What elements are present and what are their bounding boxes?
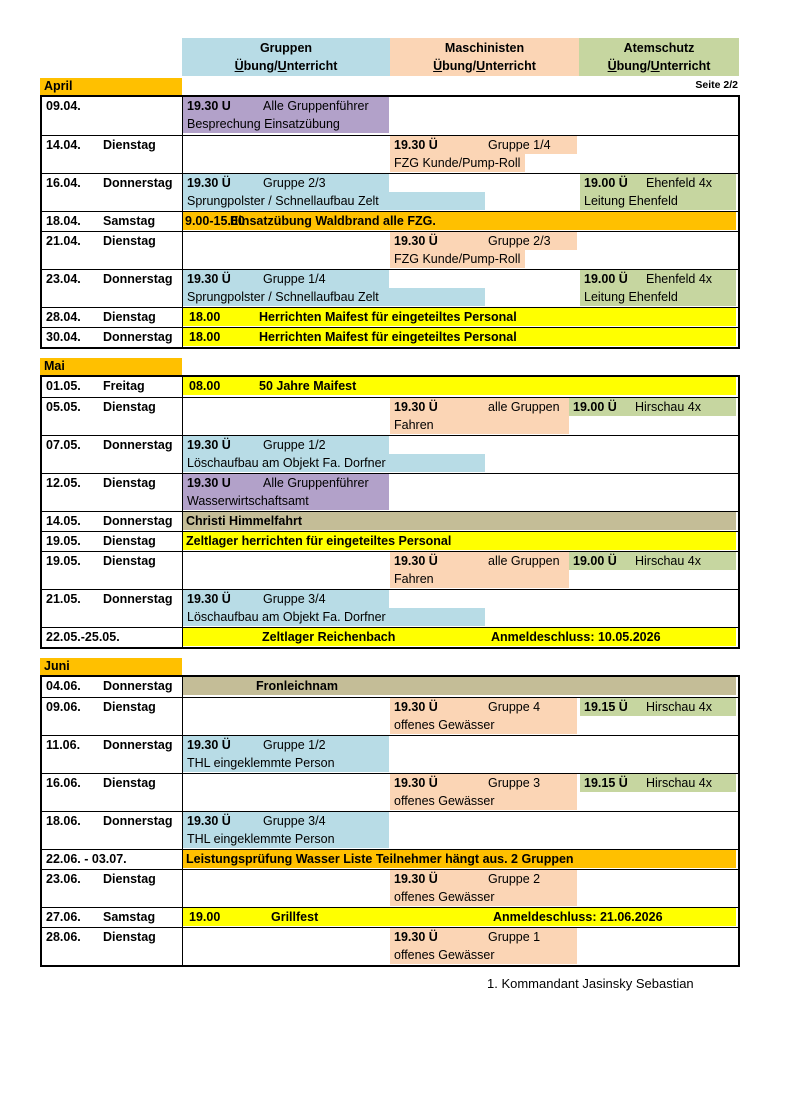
row-content	[183, 328, 738, 347]
training-cell-maschinisten	[390, 232, 577, 250]
training-time: 19.00 Ü	[573, 554, 617, 568]
row-day: Donnerstag	[103, 438, 173, 452]
training-group: Hirschau 4x	[635, 554, 701, 568]
row-content	[183, 474, 738, 511]
training-cell-gruppen	[183, 812, 389, 830]
table-row	[42, 269, 738, 307]
row-date: 16.04.	[46, 176, 81, 190]
row-content	[183, 174, 738, 211]
training-detail: THL eingeklemmte Person	[183, 830, 389, 848]
training-detail: Leitung Ehenfeld	[580, 288, 736, 306]
row-content	[183, 212, 738, 231]
training-time: 19.15 Ü	[584, 700, 628, 714]
training-time: 19.30 Ü	[394, 776, 438, 790]
row-content	[183, 908, 738, 927]
row-date-cell	[42, 870, 183, 907]
training-group: Ehenfeld 4x	[646, 176, 713, 190]
row-day: Donnerstag	[103, 176, 173, 190]
band-text: 19.00	[189, 910, 221, 924]
training-time: 19.30 U	[187, 476, 231, 490]
row-date: 30.04.	[46, 330, 81, 344]
band-text: 9.00-15.00	[185, 214, 245, 228]
row-day: Dienstag	[103, 700, 156, 714]
table-row	[42, 907, 738, 927]
schedule-months	[40, 78, 740, 967]
event-band	[183, 512, 736, 530]
schedule-table	[40, 95, 740, 349]
band-text: Christi Himmelfahrt	[186, 514, 302, 528]
row-content	[183, 774, 738, 811]
training-cell-gruppen	[183, 97, 389, 115]
row-day: Dienstag	[103, 234, 156, 248]
table-row	[42, 473, 738, 511]
row-date-cell	[42, 512, 183, 531]
table-row	[42, 97, 738, 135]
month-section-april	[40, 78, 740, 349]
row-date: 18.04.	[46, 214, 81, 228]
training-group: Gruppe 2/3	[263, 176, 326, 190]
row-date: 04.06.	[46, 679, 81, 693]
training-cell-gruppen	[183, 174, 389, 192]
training-detail: Wasserwirtschaftsamt	[183, 492, 389, 510]
training-time: 19.30 Ü	[187, 814, 231, 828]
training-time: 19.30 Ü	[394, 872, 438, 886]
row-date: 18.06.	[46, 814, 81, 828]
training-time: 19.30 Ü	[394, 554, 438, 568]
table-row	[42, 697, 738, 735]
row-content	[183, 136, 738, 173]
training-detail: Besprechung Einsatzübung	[183, 115, 389, 133]
column-header-subtitle: Übung/Unterricht	[433, 59, 536, 73]
row-day: Dienstag	[103, 534, 156, 548]
row-content	[183, 850, 738, 869]
row-date: 23.06.	[46, 872, 81, 886]
training-detail: offenes Gewässer	[390, 792, 577, 810]
training-cell-atemschutz	[580, 174, 736, 192]
event-band	[183, 908, 736, 926]
table-row	[42, 811, 738, 849]
training-group: Gruppe 3/4	[263, 814, 326, 828]
row-date: 16.06.	[46, 776, 81, 790]
row-day: Donnerstag	[103, 272, 173, 286]
row-date-cell	[42, 628, 183, 647]
event-band	[183, 628, 736, 646]
row-day: Dienstag	[103, 138, 156, 152]
table-row	[42, 173, 738, 211]
schedule-table	[40, 675, 740, 967]
row-date-cell	[42, 377, 183, 397]
training-group: Alle Gruppenführer	[263, 99, 369, 113]
row-date: 21.04.	[46, 234, 81, 248]
column-header-title: Atemschutz	[623, 41, 695, 55]
training-detail: Löschaufbau am Objekt Fa. Dorfner	[183, 454, 485, 472]
training-group: Hirschau 4x	[646, 776, 712, 790]
band-text: Zeltlager Reichenbach	[262, 630, 396, 644]
row-date-cell	[42, 474, 183, 511]
month-section-juni	[40, 658, 740, 967]
table-row	[42, 135, 738, 173]
training-cell-maschinisten	[390, 928, 577, 946]
table-row	[42, 551, 738, 589]
row-content	[183, 928, 738, 965]
row-content	[183, 590, 738, 627]
row-date-cell	[42, 328, 183, 347]
training-group: Hirschau 4x	[635, 400, 701, 414]
row-content	[183, 308, 738, 327]
training-detail: Löschaufbau am Objekt Fa. Dorfner	[183, 608, 485, 626]
row-date-cell	[42, 552, 183, 589]
training-time: 19.30 U	[187, 99, 231, 113]
training-cell-atemschutz	[580, 774, 736, 792]
training-cell-maschinisten	[390, 774, 577, 792]
row-date: 22.05.-25.05.	[46, 630, 120, 644]
training-time: 19.30 Ü	[187, 272, 231, 286]
column-headers	[182, 38, 739, 76]
column-header-maschinisten	[390, 38, 579, 76]
training-detail: offenes Gewässer	[390, 946, 577, 964]
band-text: Anmeldeschluss: 10.05.2026	[491, 630, 661, 644]
row-content	[183, 270, 738, 307]
row-date: 28.04.	[46, 310, 81, 324]
row-date: 14.04.	[46, 138, 81, 152]
band-text: 18.00	[189, 310, 221, 324]
row-date: 22.06. - 03.07.	[46, 852, 127, 866]
row-date-cell	[42, 308, 183, 327]
month-section-mai	[40, 358, 740, 649]
row-day: Donnerstag	[103, 814, 173, 828]
training-cell-atemschutz	[580, 270, 736, 288]
training-time: 19.30 Ü	[187, 738, 231, 752]
row-content	[183, 377, 738, 397]
training-cell-atemschutz	[569, 398, 736, 416]
training-group: Gruppe 3	[488, 776, 541, 790]
band-text: Anmeldeschluss: 21.06.2026	[493, 910, 663, 924]
training-group: Gruppe 1/2	[263, 738, 326, 752]
training-time: 19.30 Ü	[394, 400, 438, 414]
row-date: 09.04.	[46, 99, 81, 113]
table-row	[42, 531, 738, 551]
training-time: 19.30 Ü	[187, 176, 231, 190]
band-text: Leistungsprüfung Wasser Liste Teilnehmer hängt aus. 2 Gruppen	[186, 852, 574, 866]
table-row	[42, 435, 738, 473]
row-content	[183, 97, 738, 135]
month-header	[40, 658, 740, 675]
training-group: Gruppe 1/2	[263, 438, 326, 452]
event-band	[183, 212, 736, 230]
row-date: 14.05.	[46, 514, 81, 528]
training-detail: offenes Gewässer	[390, 888, 577, 906]
row-date-cell	[42, 928, 183, 965]
table-row	[42, 677, 738, 697]
training-time: 19.30 Ü	[187, 592, 231, 606]
row-content	[183, 736, 738, 773]
row-date-cell	[42, 677, 183, 697]
row-date-cell	[42, 270, 183, 307]
event-band	[183, 377, 736, 395]
row-day: Freitag	[103, 379, 145, 393]
event-band	[183, 532, 736, 550]
table-row	[42, 927, 738, 965]
row-date-cell	[42, 398, 183, 435]
column-header-subtitle: Übung/Unterricht	[607, 59, 711, 73]
column-header-title: Gruppen	[259, 41, 313, 55]
table-row	[42, 397, 738, 435]
row-date: 07.05.	[46, 438, 81, 452]
row-date: 19.05.	[46, 554, 81, 568]
row-date-cell	[42, 232, 183, 269]
row-date-cell	[42, 212, 183, 231]
training-group: Ehenfeld 4x	[646, 272, 713, 286]
row-date-cell	[42, 174, 183, 211]
training-group: Gruppe 1/4	[263, 272, 326, 286]
row-date-cell	[42, 698, 183, 735]
row-date: 19.05.	[46, 534, 81, 548]
footer-signature: 1. Kommandant Jasinsky Sebastian	[487, 976, 694, 991]
training-cell-maschinisten	[390, 698, 577, 716]
row-content	[183, 870, 738, 907]
column-header-atemschutz	[579, 38, 739, 76]
row-date-cell	[42, 774, 183, 811]
month-label: April	[40, 78, 182, 95]
row-day: Dienstag	[103, 476, 156, 490]
training-group: alle Gruppen	[488, 554, 560, 568]
row-date-cell	[42, 532, 183, 551]
training-time: 19.30 Ü	[394, 700, 438, 714]
band-text: Einsatzübung Waldbrand alle FZG.	[230, 214, 436, 228]
row-day: Donnerstag	[103, 514, 173, 528]
row-day: Donnerstag	[103, 738, 173, 752]
row-content	[183, 532, 738, 551]
band-text: Grillfest	[271, 910, 319, 924]
row-day: Donnerstag	[103, 592, 173, 606]
training-time: 19.15 Ü	[584, 776, 628, 790]
table-row	[42, 231, 738, 269]
table-row	[42, 849, 738, 869]
training-cell-maschinisten	[390, 552, 569, 570]
row-content	[183, 232, 738, 269]
row-day: Samstag	[103, 214, 156, 228]
training-detail: Sprungpolster / Schnellaufbau Zelt	[183, 192, 485, 210]
training-detail: FZG Kunde/Pump-Roll	[390, 154, 525, 172]
training-time: 19.30 Ü	[394, 138, 438, 152]
table-row	[42, 377, 738, 397]
band-text: Herrichten Maifest für eingeteiltes Personal	[259, 330, 517, 344]
training-group: Gruppe 2	[488, 872, 541, 886]
training-time: 19.30 Ü	[394, 930, 438, 944]
table-row	[42, 589, 738, 627]
event-band	[183, 677, 736, 695]
training-cell-gruppen	[183, 590, 389, 608]
row-content	[183, 628, 738, 647]
band-text: 18.00	[189, 330, 221, 344]
row-day: Dienstag	[103, 400, 156, 414]
row-date: 12.05.	[46, 476, 81, 490]
row-date-cell	[42, 590, 183, 627]
row-date: 23.04.	[46, 272, 81, 286]
row-day: Donnerstag	[103, 679, 173, 693]
row-day: Dienstag	[103, 310, 156, 324]
band-text: 08.00	[189, 379, 221, 393]
row-date-cell	[42, 436, 183, 473]
table-row	[42, 307, 738, 327]
training-group: Gruppe 1/4	[488, 138, 551, 152]
training-cell-maschinisten	[390, 870, 577, 888]
training-time: 19.00 Ü	[584, 272, 628, 286]
training-detail: offenes Gewässer	[390, 716, 577, 734]
training-cell-gruppen	[183, 270, 389, 288]
band-text: 50 Jahre Maifest	[259, 379, 357, 393]
row-date-cell	[42, 850, 183, 869]
row-date-cell	[42, 97, 183, 135]
training-cell-maschinisten	[390, 398, 569, 416]
row-content	[183, 398, 738, 435]
band-text: Herrichten Maifest für eingeteiltes Personal	[259, 310, 517, 324]
row-day: Dienstag	[103, 930, 156, 944]
table-row	[42, 511, 738, 531]
month-header	[40, 358, 740, 375]
table-row	[42, 627, 738, 647]
schedule-table	[40, 375, 740, 649]
month-header	[40, 78, 740, 95]
row-content	[183, 677, 738, 697]
training-group: Gruppe 3/4	[263, 592, 326, 606]
training-cell-gruppen	[183, 736, 389, 754]
table-row	[42, 773, 738, 811]
row-content	[183, 698, 738, 735]
band-text: Zeltlager herrichten für eingeteiltes Personal	[186, 534, 452, 548]
row-date: 27.06.	[46, 910, 81, 924]
event-band	[183, 850, 736, 868]
table-row	[42, 327, 738, 347]
row-date: 28.06.	[46, 930, 81, 944]
training-group: Alle Gruppenführer	[263, 476, 369, 490]
training-cell-atemschutz	[580, 698, 736, 716]
table-row	[42, 211, 738, 231]
training-detail: THL eingeklemmte Person	[183, 754, 389, 772]
training-detail: FZG Kunde/Pump-Roll	[390, 250, 525, 268]
row-content	[183, 436, 738, 473]
training-cell-gruppen	[183, 474, 389, 492]
training-cell-gruppen	[183, 436, 389, 454]
column-header-subtitle: Übung/Unterricht	[234, 59, 338, 73]
column-header-title: Maschinisten	[444, 41, 525, 55]
training-time: 19.30 Ü	[187, 438, 231, 452]
row-date: 11.06.	[46, 738, 81, 752]
training-group: Hirschau 4x	[646, 700, 712, 714]
training-cell-maschinisten	[390, 136, 577, 154]
month-label: Mai	[40, 358, 182, 375]
row-date-cell	[42, 136, 183, 173]
row-day: Dienstag	[103, 872, 156, 886]
row-date: 05.05.	[46, 400, 81, 414]
training-detail: Fahren	[390, 416, 569, 434]
row-date-cell	[42, 736, 183, 773]
event-band	[183, 328, 736, 346]
training-detail: Fahren	[390, 570, 569, 588]
column-header-gruppen	[182, 38, 390, 76]
row-content	[183, 812, 738, 849]
row-date: 01.05.	[46, 379, 81, 393]
training-group: Gruppe 4	[488, 700, 541, 714]
training-time: 19.00 Ü	[573, 400, 617, 414]
row-day: Dienstag	[103, 776, 156, 790]
row-date: 21.05.	[46, 592, 81, 606]
training-detail: Leitung Ehenfeld	[580, 192, 736, 210]
training-cell-atemschutz	[569, 552, 736, 570]
page-number: Seite 2/2	[695, 79, 738, 91]
training-group: Gruppe 1	[488, 930, 541, 944]
table-row	[42, 869, 738, 907]
training-group: Gruppe 2/3	[488, 234, 551, 248]
row-day: Samstag	[103, 910, 156, 924]
row-day: Donnerstag	[103, 330, 173, 344]
band-text: Fronleichnam	[256, 679, 338, 693]
row-content	[183, 552, 738, 589]
training-group: alle Gruppen	[488, 400, 560, 414]
training-time: 19.30 Ü	[394, 234, 438, 248]
row-date: 09.06.	[46, 700, 81, 714]
event-band	[183, 308, 736, 326]
table-row	[42, 735, 738, 773]
training-detail: Sprungpolster / Schnellaufbau Zelt	[183, 288, 485, 306]
training-time: 19.00 Ü	[584, 176, 628, 190]
row-day: Dienstag	[103, 554, 156, 568]
month-label: Juni	[40, 658, 182, 675]
row-content	[183, 512, 738, 531]
row-date-cell	[42, 812, 183, 849]
row-date-cell	[42, 908, 183, 927]
